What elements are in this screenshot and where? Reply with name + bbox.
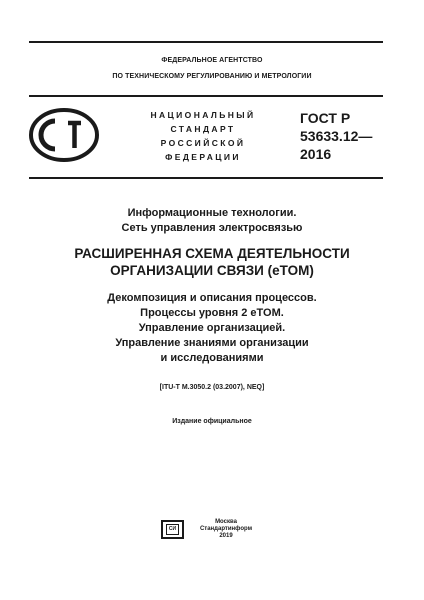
top-rule xyxy=(29,41,383,43)
gost-number-line: 2016 xyxy=(300,146,332,162)
part-title-line: Процессы уровня 2 eTOM. xyxy=(140,307,284,319)
part-title-line: и исследованиями xyxy=(160,352,264,364)
standard-block-bottom-rule xyxy=(29,177,383,179)
subtitle-line: Информационные технологии. xyxy=(127,207,297,219)
agency-name-line-1: ФЕДЕРАЛЬНОЕ АГЕНТСТВО xyxy=(161,57,263,64)
national-standard-line: РОССИЙСКОЙ xyxy=(160,138,246,148)
gost-number-line: 53633.12— xyxy=(300,128,373,144)
subtitle-line: Сеть управления электросвязью xyxy=(121,222,303,234)
itu-reference: [ITU-T M.3050.2 (03.2007), NEQ] xyxy=(159,384,265,391)
national-standard-line: ФЕДЕРАЦИИ xyxy=(165,152,241,162)
standartinform-logo-icon xyxy=(161,520,184,539)
part-title-line: Управление знаниями организации xyxy=(115,337,309,349)
agency-name-line-2: ПО ТЕХНИЧЕСКОМУ РЕГУЛИРОВАНИЮ И МЕТРОЛОГИИ xyxy=(112,73,312,80)
publisher-year: 2019 xyxy=(219,533,233,539)
part-title-line: Декомпозиция и описания процессов. xyxy=(107,292,317,304)
national-standard-line: СТАНДАРТ xyxy=(170,124,236,134)
publisher-city: Москва xyxy=(215,519,237,525)
logo-text: СИ xyxy=(168,526,177,532)
national-standard-line: НАЦИОНАЛЬНЫЙ xyxy=(150,110,256,120)
gost-r-logo-icon xyxy=(28,106,100,164)
publisher-name: Стандартинформ xyxy=(199,526,253,532)
standard-block-top-rule xyxy=(29,95,383,97)
title-line: ОРГАНИЗАЦИИ СВЯЗИ (eTOM) xyxy=(110,263,314,278)
title-line: РАСШИРЕННАЯ СХЕМА ДЕЯТЕЛЬНОСТИ xyxy=(74,246,350,261)
part-title-line: Управление организацией. xyxy=(138,322,286,334)
edition-label: Издание официальное xyxy=(172,418,252,425)
gost-number-line: ГОСТ Р xyxy=(300,110,351,126)
